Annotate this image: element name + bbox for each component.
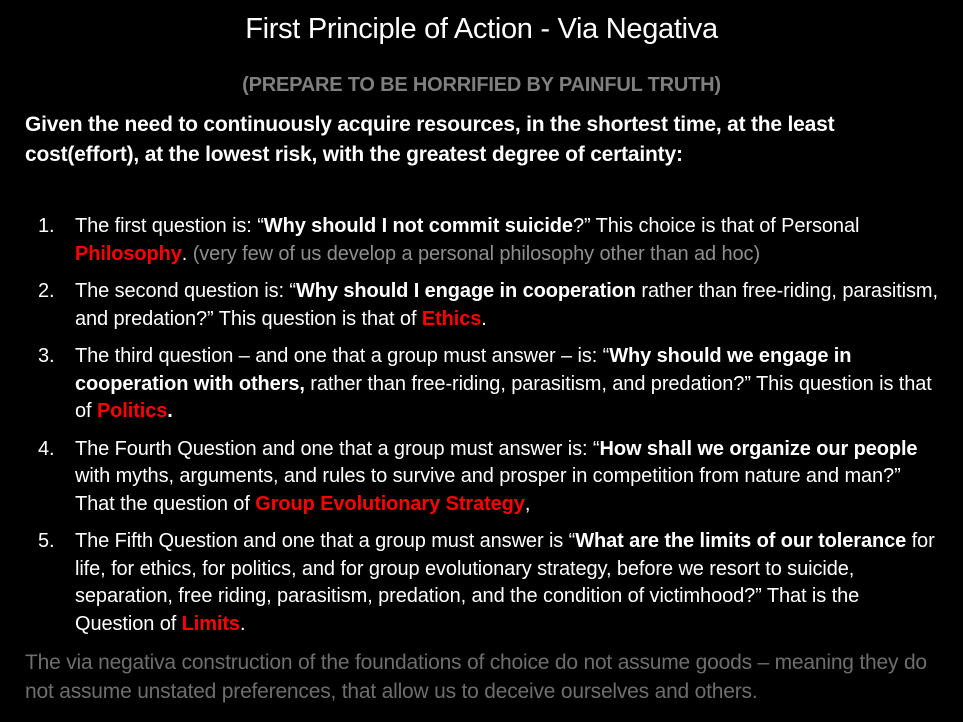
intro-paragraph: Given the need to continuously acquire resources, in the shortest time, at the least cost(effort), at the lowest risk, with the greatest degree of certainty: [25, 113, 835, 166]
text-segment: The Fourth Question and one that a group must answer is: “ [75, 437, 600, 460]
list-item [38, 343, 939, 426]
list-item [38, 278, 939, 333]
text-segment: Why should we engage in cooperation with others, [75, 345, 852, 395]
slide-title: First Principle of Action - Via Negativa [245, 13, 718, 45]
list-item-text [75, 528, 939, 638]
list-item-number: 1. [38, 215, 55, 237]
list-item [38, 528, 939, 638]
text-segment: . [239, 612, 246, 635]
list-item-text [75, 278, 939, 333]
text-segment: Group Evolutionary Strategy [255, 492, 525, 515]
footer-note: The via negativa construction of the foundations of choice do not assume goods – meaning they do not assume unstated preferences, that allow us to deceive ourselves and others. [25, 651, 927, 703]
text-segment: with myths, arguments, and rules to survive and prosper in competition from nature and man?” That the question of [75, 465, 901, 515]
text-segment: Why should I engage in cooperation [295, 280, 636, 302]
text-segment: (very few of us develop a personal philosophy other than ad hoc) [192, 242, 761, 265]
slide-subtitle: (PREPARE TO BE HORRIFIED BY PAINFUL TRUTH) [242, 74, 721, 96]
text-segment: for life, for ethics, for politics, and for group evolutionary strategy, before we resort to suicide, separation, free riding, parasitism, predation, and the condition of victimhood?” That is the Question of [75, 530, 935, 635]
list-item-text [75, 213, 939, 268]
text-segment: How shall we organize our people [599, 437, 918, 460]
list-item-number: 4. [38, 437, 55, 460]
text-segment: , [524, 492, 531, 515]
text-segment: . [167, 400, 173, 422]
list-item-text [75, 343, 939, 426]
text-segment: . [181, 242, 193, 265]
text-segment: Limits [181, 612, 240, 635]
list-item [38, 213, 939, 268]
text-segment: ?” This choice is that of Personal [572, 215, 860, 237]
list-item-number: 5. [38, 530, 55, 552]
text-segment: rather than free-riding, parasitism, and predation?” This question is that of [75, 372, 932, 422]
list-item-number: 3. [38, 345, 55, 367]
questions-list [38, 213, 939, 638]
text-segment: Politics [96, 400, 168, 422]
text-segment: The Fifth Question and one that a group must answer is “ [75, 530, 576, 552]
text-segment: What are the limits of our tolerance [575, 530, 907, 552]
text-segment: . [481, 307, 487, 330]
text-segment: The second question is: “ [75, 280, 296, 302]
list-item-text [75, 436, 939, 519]
list-item [38, 436, 939, 519]
text-segment: The first question is: “ [75, 215, 264, 237]
text-segment: rather than free-riding, parasitism, and predation?” This question is that of [75, 280, 938, 330]
text-segment: The third question – and one that a group must answer – is: “ [75, 345, 610, 367]
list-item-number: 2. [38, 280, 55, 302]
text-segment: Why should I not commit suicide [263, 215, 573, 237]
text-segment: Ethics [421, 307, 482, 330]
text-segment: Philosophy [75, 242, 182, 265]
